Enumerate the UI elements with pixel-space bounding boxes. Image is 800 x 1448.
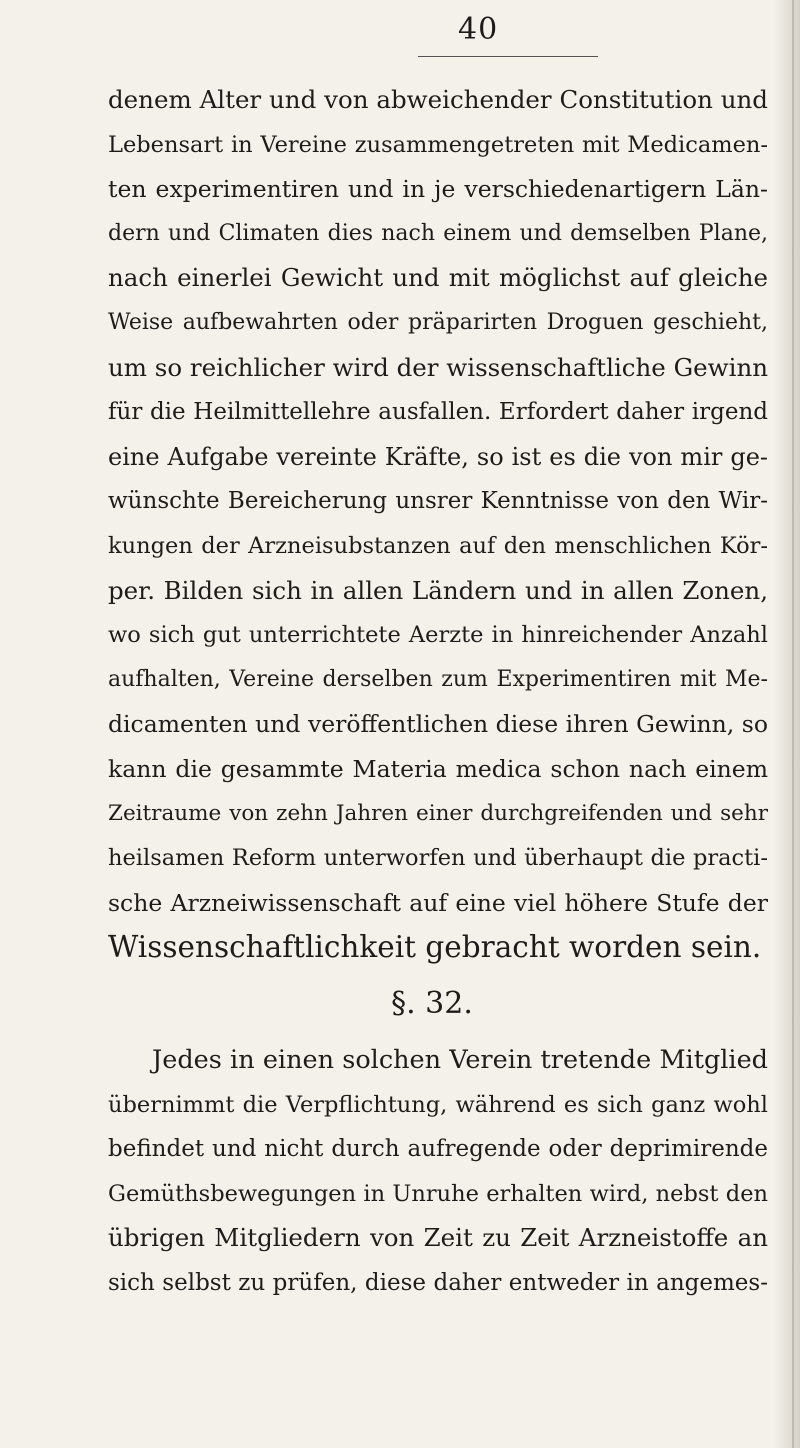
text-line: übrigen Mitgliedern von Zeit zu Zeit Arzneistoffe an [108,1223,768,1253]
text-line: per. Bilden sich in allen Ländern und in allen Zonen, [108,575,768,605]
text-line: wünschte Bereicherung unsrer Kenntnisse von den Wir- [108,488,768,515]
text-line: Gemüthsbewegungen in Unruhe erhalten wird, nebst den [108,1180,768,1207]
text-line: nach einerlei Gewicht und mit möglichst auf gleiche [108,263,768,293]
text-line: heilsamen Reform unterworfen und überhaupt die practi- [108,845,768,872]
page-number: 40 [458,12,499,47]
text-line: übernimmt die Verpflichtung, während es sich ganz wohl [108,1091,768,1118]
text-line: Lebensart in Vereine zusammengetreten mit Medicamen- [108,131,768,158]
text-line: eine Aufgabe vereinte Kräfte, so ist es die von mir ge- [108,442,768,471]
section-number: §. 32. [391,986,473,1021]
text-line: um so reichlicher wird der wissenschaftliche Gewinn [108,352,768,382]
text-line: Jedes in einen solchen Verein tretende Mitglied [152,1045,768,1075]
text-line: Wissenschaftlichkeit gebracht worden sein. [108,930,762,965]
text-line: Weise aufbewahrten oder präparirten Droguen geschieht, [108,309,768,335]
header-rule [418,56,598,57]
text-line: wo sich gut unterrichtete Aerzte in hinreichender Anzahl [108,622,768,649]
text-line: kann die gesammte Materia medica schon nach einem [108,754,768,783]
text-line: sche Arzneiwissenschaft auf eine viel höhere Stufe der [108,888,768,917]
text-line: kungen der Arzneisubstanzen auf den menschlichen Kör- [108,532,768,559]
page-edge-line [792,0,794,1448]
text-line: denem Alter und von abweichender Constitution und [108,85,768,114]
text-line: dicamenten und veröffentlichen diese ihren Gewinn, so [108,710,768,739]
text-line: ten experimentiren und in je verschiedenartigern Län- [108,175,768,204]
page-edge-shadow [774,0,800,1448]
text-line: dern und Climaten dies nach einem und demselben Plane, [108,220,768,246]
text-line: für die Heilmittellehre ausfallen. Erfordert daher irgend [108,399,768,426]
text-line: Zeitraume von zehn Jahren einer durchgreifenden und sehr [108,800,768,826]
section-heading [0,984,800,1024]
text-line: aufhalten, Vereine derselben zum Experimentiren mit Me- [108,666,768,692]
paragraph-2 [108,1038,768,1306]
text-line: befindet und nicht durch aufregende oder deprimirende [108,1136,768,1163]
paragraph-1 [108,78,768,970]
text-line: sich selbst zu prüfen, diese daher entweder in angemes- [108,1269,768,1296]
